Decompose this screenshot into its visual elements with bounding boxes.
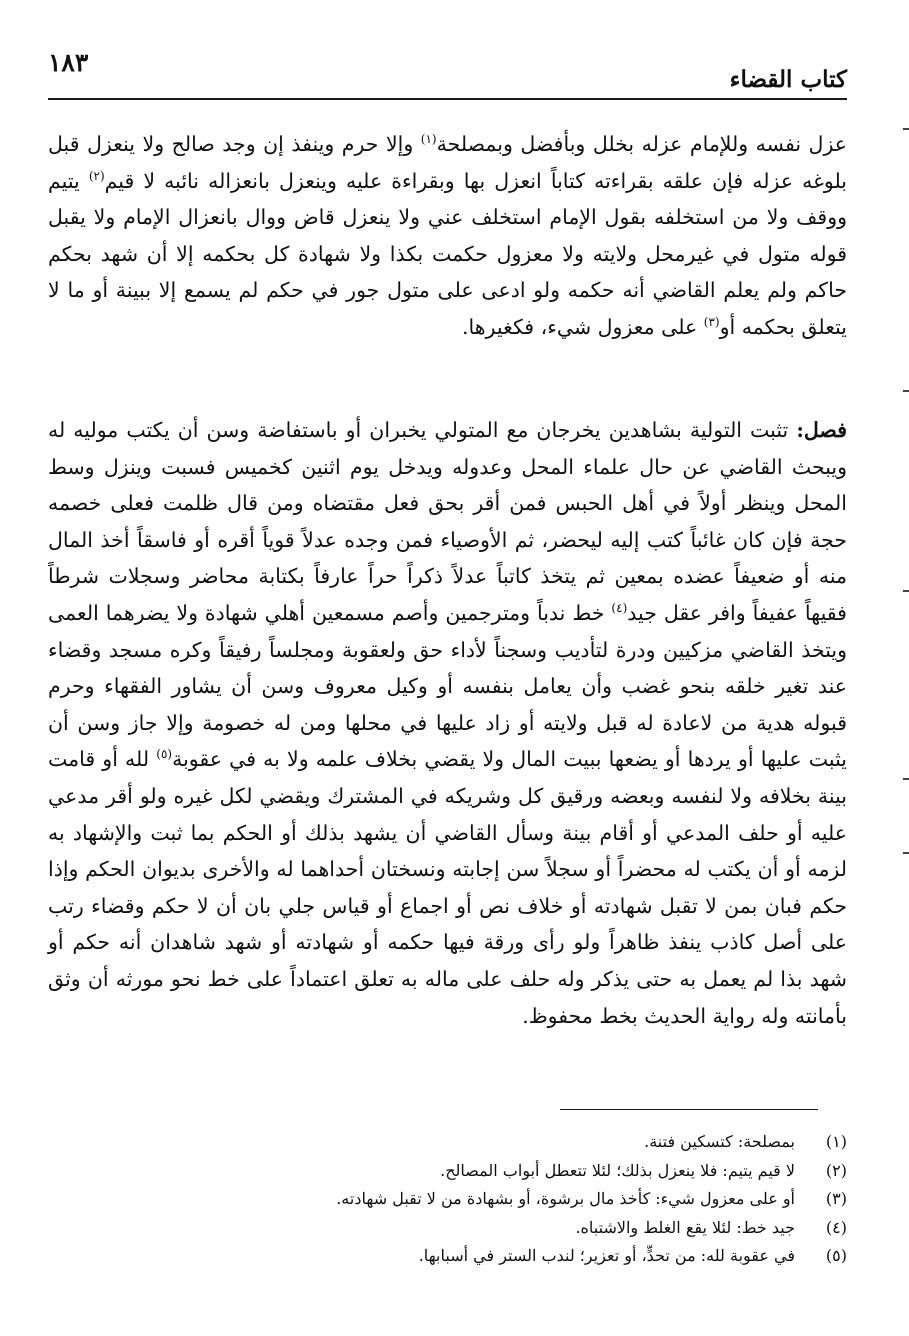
paragraph-1-text-4: على معزول شيء، فكغيرها.: [462, 314, 704, 339]
footnote-number: (٤): [825, 1217, 847, 1237]
footnote-ref-2: (٢): [88, 168, 105, 183]
margin-mark: [903, 590, 909, 592]
footnote-ref-4: (٤): [611, 601, 628, 616]
footnote-number: (٥): [825, 1246, 847, 1266]
margin-mark: [903, 128, 909, 130]
running-title: كتاب القضاء: [729, 66, 847, 93]
footnote-item: [48, 1185, 847, 1214]
section-label: فصل:: [796, 418, 847, 442]
footnote-item: [48, 1157, 847, 1186]
paragraph-1-text-3: يتيم ووقف ولا من استخلفه بقول الإمام استخلف عني ولا ينعزل قاض ووال بانعزال الإمام ولا يقبل قوله متول في غيرمحل ولايته ولا معزول حكمت بكذا ولا شهادة كل بحكمه إلا أن شهد بحكم حاكم ولم يعلم القاضي أنه حكمه ولو ادعى على متول جور في حكم لم يسمع إلا ببينة أو ما لا يتعلق بحكمه أو: [48, 168, 847, 339]
paragraph-2-text-1: تثبت التولية بشاهدين يخرجان مع المتولي يخبران أو باستفاضة وسن أن يكتب موليه له ويبحث القاضي عن حال علماء المحل وعدوله ويدخل يوم اثنين كخميس فسبت وينزل وسط المحل وينظر أولاً في أهل الحبس فمن أقر بحق فعل مقتضاه ومن قال ظلمت فعلى خصمه حجة فإن كان غائباً كتب إليه ليحضر، ثم الأوصياء فمن وجده عدلاً قوياً أقره أو فاسقاً أخذ المال منه أو ضعيفاً عضده بمعين ثم يتخذ كاتباً عدلاً ذكراً حراً عارفاً بكتابة محاضر وسجلات شرطاً فقيهاً عفيفاً وافر عقل جيد: [48, 418, 847, 625]
footnote-separator: [560, 1109, 818, 1110]
footnote-text: أو على معزول شيء: كأخذ مال برشوة، أو بشهادة من لا تقبل شهادته.: [336, 1189, 795, 1209]
paragraph-2-text-2: خط ندباً ومترجمين وأصم مسمعين أهلي شهادة ولا يضرهما العمى ويتخذ القاضي مزكيين ودرة لتأديب وسجناً لأداء حق ولعقوبة ومجلساً رفيقاً وكره مسجد وقضاء عند تغير خلقه بنحو غضب وأن يعامل بنفسه أو وكيل معروف وسن أن يشاور الفقهاء وحرم قبوله هدية من لاعادة له قبل ولايته أو زاد عليها في محلها ومن له خصومة وإلا جاز وسن أن يثبت عليها أو يردها أو يضعها ببيت المال ولا يقضي بخلاف علمه ولا به في عقوبة: [48, 600, 847, 772]
footnote-text: في عقوبة لله: من تحدٍّ، أو تعزير؛ لندب الستر في أسبابها.: [418, 1246, 795, 1266]
page-number: ١٨٣: [48, 48, 89, 77]
footnotes-list: [48, 1128, 847, 1271]
page-header: [48, 38, 847, 100]
margin-mark: [903, 390, 909, 392]
footnote-number: (٢): [825, 1160, 847, 1180]
footnote-ref-5: (٥): [156, 747, 173, 762]
margin-mark: [903, 852, 909, 854]
paragraph-2: [48, 412, 847, 1034]
paragraph-2-text-3: لله أو قامت بينة بخلافه ولا لنفسه وبعضه ورقيق كل وشريكه في المشترك ويقضي لكل غيره ولو أقر مدعي عليه أو حلف المدعي أو أقام بينة وسأل القاضي أن يشهد بذلك أو الحكم بما ثبت والإشهاد به لزمه أو أن يكتب له محضراً أو سجلاً سن إجابته ونسختان أحداهما له والأخرى بديوان الحكم وإذا حكم فبان بمن لا تقبل شهادته أو خلاف نص أو اجماع أو قياس جلي بان أن لا حكم وقضاء رتب على أصل كاذب ينفذ ظاهراً ولو رأى ورقة فيها حكمه أو شهادته أو شهد شاهدان أنه حكم أو شهد بذا لم يعمل به حتى يذكر وله حلف على ماله به تعلق اعتماداً على خط نحو مورثه أن وثق بأمانته وله رواية الحديث بخط محفوظ.: [48, 747, 847, 1028]
paragraph-1-text-2: وإلا حرم وينفذ إن وجد صالح ولا ينعزل قبل بلوغه عزله فإن علقه بقراءته كتاباً انعزل بها وبقراءة عليه وينعزل بانعزاله نائبه لا قيم: [48, 132, 847, 193]
paragraph-1-text-1: عزل نفسه وللإمام عزله بخلل وبأفضل وبمصلحة: [436, 132, 847, 156]
footnote-text: لا قيم يتيم: فلا ينعزل بذلك؛ لئلا تتعطل أبواب المصالح.: [440, 1160, 795, 1180]
footnote-text: جيد خط: لئلا يقع الغلط والاشتباه.: [575, 1217, 795, 1237]
footnote-item: [48, 1128, 847, 1157]
footnote-ref-1: (١): [420, 132, 437, 147]
footnote-number: (٣): [825, 1189, 847, 1209]
footnote-number: (١): [825, 1132, 847, 1151]
margin-mark: [903, 778, 909, 780]
paragraph-1: [48, 126, 847, 346]
footnote-item: [48, 1214, 847, 1243]
footnote-ref-3: (٣): [703, 315, 720, 330]
footnote-text: بمصلحة: كتسكين فتنة.: [644, 1132, 795, 1151]
footnote-item: [48, 1242, 847, 1271]
